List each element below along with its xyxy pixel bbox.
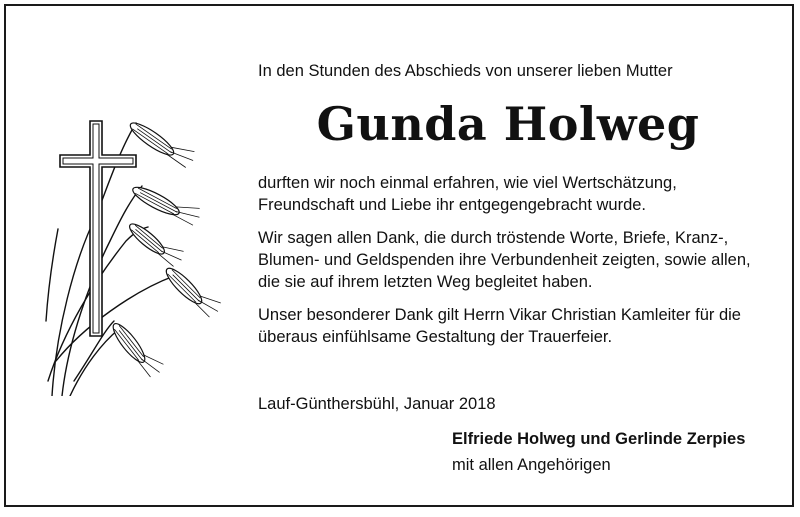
intro-line: In den Stunden des Abschieds von unserer lieben Mutter	[258, 62, 673, 80]
place-date: Lauf-Günthersbühl, Januar 2018	[258, 395, 496, 413]
deceased-name: Gunda Holweg	[316, 97, 700, 151]
signature-block	[452, 426, 745, 478]
signer-addendum: mit allen Angehörigen	[452, 456, 611, 474]
paragraph-vicar-thanks: Unser besonderer Dank gilt Herrn Vikar Christian Kamleiter für die überaus einfühlsame Gestaltung der Trauerfeier.	[258, 306, 741, 346]
notice-text	[258, 60, 758, 359]
paragraph-thanks: Wir sagen allen Dank, die durch tröstende Worte, Briefe, Kranz-, Blumen- und Geldspenden ihre Verbundenheit zeigten, sowie allen, die sie auf ihrem letzten Weg begleitet haben.	[258, 229, 751, 291]
paragraph-appreciation: durften wir noch einmal erfahren, wie viel Wertschätzung, Freundschaft und Liebe ihr entgegengebracht wurde.	[258, 174, 677, 214]
cross-with-wheat-icon	[44, 111, 224, 396]
signer-names: Elfriede Holweg und Gerlinde Zerpies	[452, 430, 746, 448]
